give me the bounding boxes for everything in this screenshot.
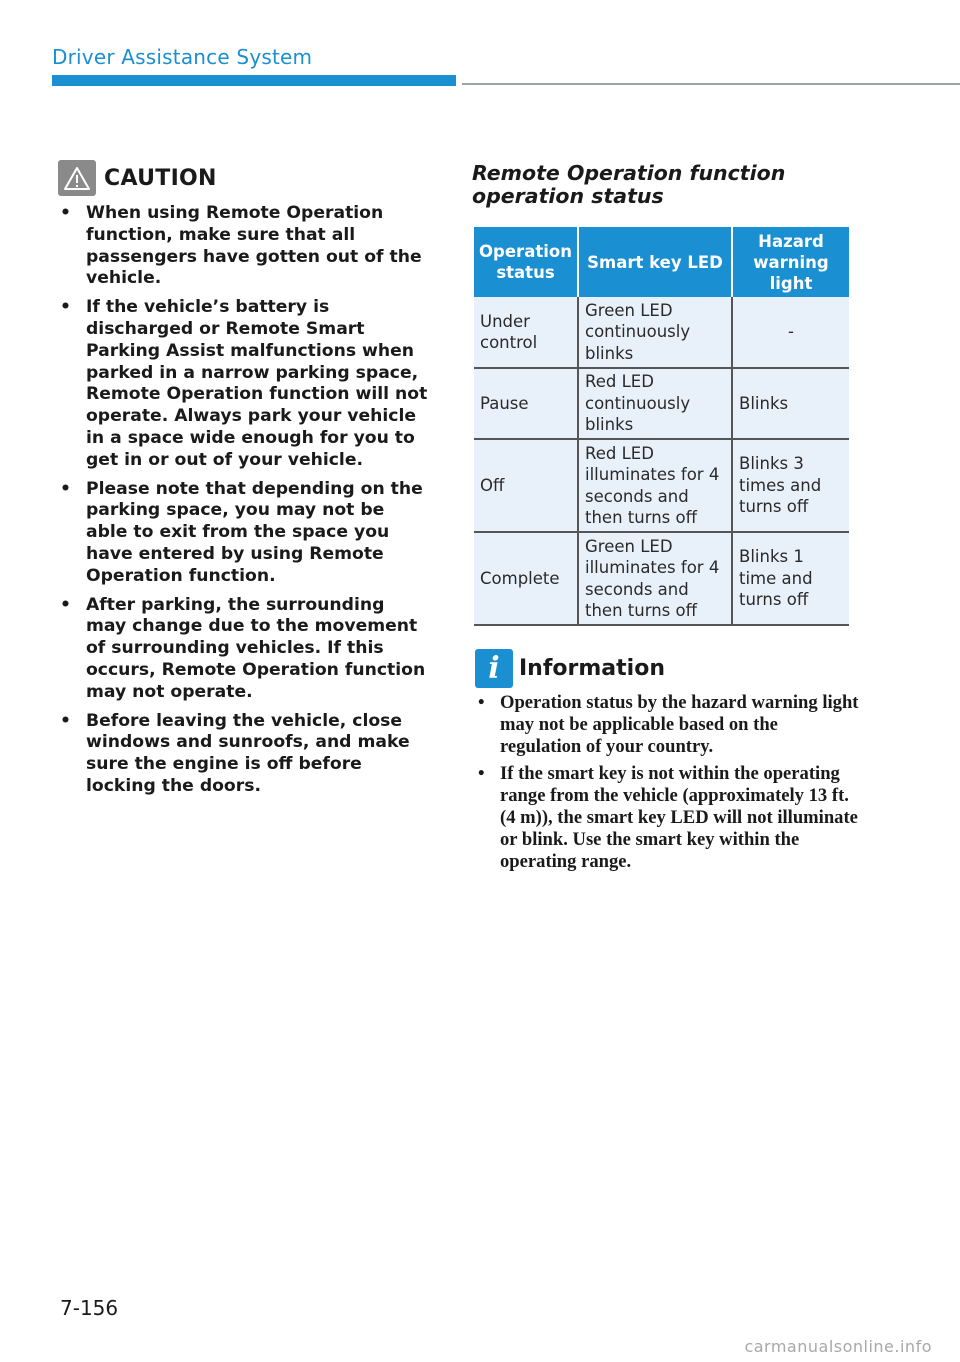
column-header-hazard-warning-light: Hazard warning light bbox=[732, 227, 849, 297]
caution-item: • If the vehicle’s battery is discharged or Remote Smart Parking Assist malfunctions when parked in a narrow parking space, Remote Operation function will not operate. Always park your vehicle in a space wide enough for you to get in or out of your vehicle. bbox=[58, 297, 428, 471]
caution-item: • After parking, the surrounding may change due to the movement of surrounding vehicles. If this occurs, Remote Operation function may not operate. bbox=[58, 595, 428, 704]
table-cell: Blinks 1 time and turns off bbox=[732, 532, 849, 625]
table-row bbox=[474, 297, 849, 368]
caution-list bbox=[58, 203, 428, 805]
table-cell: Red LED continuously blinks bbox=[578, 368, 732, 439]
caution-title: CAUTION bbox=[104, 165, 217, 191]
table-row bbox=[474, 368, 849, 439]
section-header-title: Driver Assistance System bbox=[52, 45, 313, 69]
information-item: • If the smart key is not within the operating range from the vehicle (approximately 13 ft. (4 m)), the smart key LED will not illuminate or blink. Use the smart key within the operating range. bbox=[474, 763, 860, 872]
caution-heading bbox=[58, 160, 217, 196]
information-title: Information bbox=[519, 656, 665, 681]
watermark: carmanualsonline.info bbox=[744, 1337, 932, 1356]
operation-status-table bbox=[474, 227, 849, 626]
table-cell: Green LED illuminates for 4 seconds and then turns off bbox=[578, 532, 732, 625]
table-cell: Blinks 3 times and turns off bbox=[732, 439, 849, 532]
warning-triangle-icon bbox=[58, 160, 96, 196]
table-cell: Under control bbox=[474, 297, 578, 368]
information-item: • Operation status by the hazard warning light may not be applicable based on the regulation of your country. bbox=[474, 692, 860, 757]
table-cell: Blinks bbox=[732, 368, 849, 439]
header-bar-blue bbox=[52, 75, 456, 86]
table-cell: Pause bbox=[474, 368, 578, 439]
table-row bbox=[474, 439, 849, 532]
page-number: 7-156 bbox=[60, 1296, 119, 1320]
information-list bbox=[474, 692, 860, 878]
info-icon: i bbox=[475, 649, 513, 688]
table-cell: Green LED continuously blinks bbox=[578, 297, 732, 368]
caution-item: • When using Remote Operation function, make sure that all passengers have gotten out of the vehicle. bbox=[58, 203, 428, 290]
table-cell: Complete bbox=[474, 532, 578, 625]
header-bar-gray bbox=[462, 83, 960, 85]
table-cell: - bbox=[732, 297, 849, 368]
caution-item: • Before leaving the vehicle, close windows and sunroofs, and make sure the engine is off before locking the doors. bbox=[58, 711, 428, 798]
information-heading bbox=[475, 649, 665, 688]
status-section-title: Remote Operation function operation status bbox=[472, 161, 786, 208]
table-row bbox=[474, 532, 849, 625]
column-header-smart-key-led: Smart key LED bbox=[578, 227, 732, 297]
table-cell: Red LED illuminates for 4 seconds and then turns off bbox=[578, 439, 732, 532]
column-header-operation-status: Operation status bbox=[474, 227, 578, 297]
table-header-row bbox=[474, 227, 849, 297]
table-cell: Off bbox=[474, 439, 578, 532]
caution-item: • Please note that depending on the parking space, you may not be able to exit from the space you have entered by using Remote Operation function. bbox=[58, 479, 428, 588]
